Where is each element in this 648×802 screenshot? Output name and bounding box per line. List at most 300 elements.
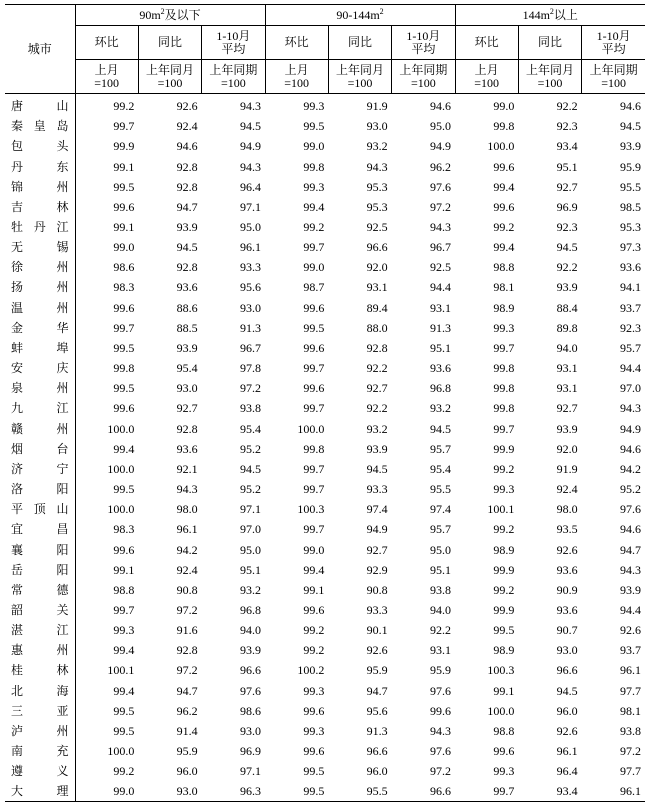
value-cell: 93.9: [556, 421, 578, 436]
value-cell: 98.5: [620, 199, 642, 214]
value-cell: 92.6: [366, 643, 388, 658]
value-cell: 93.9: [556, 280, 578, 295]
value-cell: 99.4: [493, 179, 515, 194]
value-cell: 93.6: [430, 361, 451, 376]
price-index-table: [5, 4, 645, 802]
value-cell: 99.6: [303, 300, 325, 315]
value-cell: 95.4: [430, 461, 451, 476]
value-cell: 98.8: [493, 723, 515, 738]
value-cell: 99.5: [303, 119, 325, 134]
subheader-yoy: 同比: [138, 26, 201, 60]
value-cell: 97.3: [620, 240, 642, 255]
value-cell: 93.7: [620, 300, 642, 315]
base-header-same-month: 上年同月 =100: [328, 60, 391, 94]
subheader-mom: 环比: [75, 26, 138, 60]
value-cell: 95.7: [620, 340, 642, 355]
value-cell: 97.4: [430, 502, 451, 517]
value-cell: 99.2: [493, 522, 515, 537]
city-cell: [5, 177, 75, 197]
table-row: [5, 277, 645, 297]
value-cell: 93.3: [366, 482, 388, 497]
city-cell: [5, 600, 75, 620]
value-cell: 93.0: [240, 723, 261, 738]
table-row: [5, 701, 645, 721]
value-cell: 93.5: [556, 522, 578, 537]
value-cell: 96.6: [240, 663, 261, 678]
value-cell: 96.8: [430, 381, 451, 396]
value-cell: 100.2: [297, 663, 325, 678]
value-cell: 99.6: [303, 381, 325, 396]
value-cell: 99.8: [113, 361, 135, 376]
value-cell: 97.7: [620, 683, 642, 698]
value-cell: 96.9: [240, 744, 261, 759]
value-cell: 91.9: [556, 461, 578, 476]
value-cell: 100.0: [297, 421, 325, 436]
value-cell: 94.2: [620, 461, 642, 476]
value-cell: 100.0: [107, 744, 135, 759]
value-cell: 99.3: [113, 623, 135, 638]
value-cell: 94.5: [556, 683, 578, 698]
city-name: 唐 山: [11, 99, 69, 114]
base-header-last-month: 上月 =100: [265, 60, 328, 94]
value-cell: 92.5: [430, 260, 451, 275]
base-header-same-period: 上年同期 =100: [202, 60, 265, 94]
value-cell: 93.2: [430, 401, 451, 416]
city-cell: [5, 721, 75, 741]
city-cell: [5, 257, 75, 277]
city-name: 泉 州: [11, 381, 69, 396]
value-cell: 94.3: [240, 159, 261, 174]
value-cell: 99.1: [113, 220, 135, 235]
value-cell: 99.2: [113, 764, 135, 779]
value-cell: 95.6: [366, 703, 388, 718]
table-row: [5, 358, 645, 378]
value-cell: 97.6: [430, 744, 451, 759]
value-cell: 92.7: [556, 179, 578, 194]
value-cell: 93.9: [620, 582, 642, 597]
value-cell: 100.1: [107, 663, 135, 678]
value-cell: 95.2: [240, 482, 261, 497]
value-cell: 93.9: [176, 340, 198, 355]
value-cell: 99.9: [493, 602, 515, 617]
city-name: 宜 昌: [11, 522, 69, 537]
value-cell: 95.0: [430, 542, 451, 557]
value-cell: 95.9: [620, 159, 642, 174]
value-cell: 93.6: [176, 441, 198, 456]
value-cell: 92.6: [176, 99, 198, 114]
value-cell: 99.9: [493, 441, 515, 456]
value-cell: 96.1: [556, 744, 578, 759]
value-cell: 94.6: [430, 99, 451, 114]
table-row: [5, 136, 645, 156]
value-cell: 97.1: [240, 764, 261, 779]
value-cell: 94.4: [430, 280, 451, 295]
table-row: [5, 338, 645, 358]
value-cell: 99.5: [303, 764, 325, 779]
base-header-last-month: 上月 =100: [455, 60, 518, 94]
value-cell: 99.8: [493, 401, 515, 416]
value-cell: 98.9: [493, 643, 515, 658]
value-cell: 100.3: [297, 502, 325, 517]
value-cell: 99.6: [113, 300, 135, 315]
value-cell: 94.9: [620, 421, 642, 436]
value-cell: 94.5: [430, 421, 451, 436]
value-cell: 94.0: [240, 623, 261, 638]
value-cell: 99.2: [493, 582, 515, 597]
value-cell: 99.6: [303, 703, 325, 718]
value-cell: 90.8: [366, 582, 388, 597]
city-cell: [5, 519, 75, 539]
value-cell: 96.4: [556, 764, 578, 779]
table-row: [5, 721, 645, 741]
value-cell: 97.8: [240, 361, 261, 376]
value-cell: 99.7: [113, 602, 135, 617]
value-cell: 92.3: [556, 220, 578, 235]
value-cell: 91.9: [366, 99, 388, 114]
value-cell: 100.0: [107, 502, 135, 517]
table-row: [5, 459, 645, 479]
value-cell: 99.7: [303, 482, 325, 497]
value-cell: 95.9: [176, 744, 198, 759]
value-cell: 99.7: [303, 461, 325, 476]
value-cell: 98.8: [493, 260, 515, 275]
city-cell: [5, 539, 75, 559]
table-row: [5, 660, 645, 680]
table-row: [5, 499, 645, 519]
value-cell: 97.2: [430, 199, 451, 214]
base-header-same-month: 上年同月 =100: [138, 60, 201, 94]
city-cell: [5, 318, 75, 338]
value-cell: 99.3: [493, 764, 515, 779]
city-name: 蚌 埠: [11, 340, 69, 355]
value-cell: 99.4: [303, 562, 325, 577]
value-cell: 94.1: [620, 280, 642, 295]
value-cell: 94.5: [620, 119, 642, 134]
value-cell: 98.3: [113, 522, 135, 537]
value-cell: 95.7: [430, 441, 451, 456]
table-row: [5, 298, 645, 318]
value-cell: 97.2: [176, 602, 198, 617]
city-name: 无 锡: [11, 240, 69, 255]
value-cell: 99.4: [303, 199, 325, 214]
value-cell: 95.1: [240, 562, 261, 577]
value-cell: 100.3: [487, 663, 515, 678]
value-cell: 98.6: [240, 703, 261, 718]
value-cell: 94.3: [366, 159, 388, 174]
value-cell: 99.0: [303, 139, 325, 154]
value-cell: 99.5: [493, 623, 515, 638]
value-cell: 97.6: [430, 683, 451, 698]
city-name: 常 德: [11, 582, 69, 597]
value-cell: 93.0: [240, 300, 261, 315]
table-row: [5, 257, 645, 277]
value-cell: 99.0: [75, 781, 138, 802]
city-name: 安 庆: [11, 361, 69, 376]
value-cell: 99.7: [113, 320, 135, 335]
value-cell: 95.0: [240, 220, 261, 235]
group-header-small: $90m^2$及以下: [75, 5, 265, 26]
value-cell: 95.0: [430, 119, 451, 134]
value-cell: 99.0: [303, 260, 325, 275]
value-cell: 97.2: [240, 381, 261, 396]
city-name: 湛 江: [11, 623, 69, 638]
value-cell: 95.9: [430, 663, 451, 678]
city-name: 秦 皇 岛: [11, 119, 69, 134]
value-cell: 90.9: [556, 582, 578, 597]
value-cell: 91.6: [176, 623, 198, 638]
value-cell: 98.1: [620, 703, 642, 718]
value-cell: 95.3: [620, 220, 642, 235]
value-cell: 93.8: [620, 723, 642, 738]
value-cell: 94.9: [366, 522, 388, 537]
value-cell: 92.6: [620, 623, 642, 638]
base-header-same-period: 上年同期 =100: [582, 60, 645, 94]
value-cell: 93.6: [176, 280, 198, 295]
value-cell: 99.0: [113, 240, 135, 255]
value-cell: 92.8: [176, 179, 198, 194]
value-cell: 94.6: [176, 139, 198, 154]
city-cell: [5, 298, 75, 318]
value-cell: 92.6: [556, 723, 578, 738]
table-row: [5, 439, 645, 459]
value-cell: 91.4: [176, 723, 198, 738]
city-name: 赣 州: [11, 421, 69, 436]
value-cell: 90.8: [176, 582, 198, 597]
city-name: 韶 关: [11, 602, 69, 617]
value-cell: 93.0: [176, 381, 198, 396]
value-cell: 97.2: [176, 663, 198, 678]
value-cell: 97.0: [240, 522, 261, 537]
city-cell: [5, 136, 75, 156]
city-cell: [5, 741, 75, 761]
value-cell: 97.6: [430, 179, 451, 194]
city-cell: [5, 217, 75, 237]
city-name: 济 宁: [11, 461, 69, 476]
value-cell: 99.0: [493, 99, 515, 114]
value-cell: 99.9: [493, 562, 515, 577]
value-cell: 99.7: [303, 240, 325, 255]
value-cell: 99.3: [493, 320, 515, 335]
table-row: [5, 600, 645, 620]
value-cell: 93.2: [366, 421, 388, 436]
city-name: 扬 州: [11, 280, 69, 295]
city-column-header: 城市: [5, 5, 75, 94]
value-cell: 93.1: [366, 280, 388, 295]
value-cell: 99.6: [493, 159, 515, 174]
table-row: [5, 519, 645, 539]
table-row: [5, 681, 645, 701]
city-cell: [5, 116, 75, 136]
table-row: [5, 419, 645, 439]
value-cell: 94.5: [176, 240, 198, 255]
value-cell: 96.2: [430, 159, 451, 174]
value-cell: 92.7: [366, 381, 388, 396]
value-cell: 99.5: [265, 781, 328, 802]
value-cell: 99.5: [113, 723, 135, 738]
city-name: 牡 丹 江: [11, 220, 69, 235]
value-cell: 94.5: [240, 461, 261, 476]
value-cell: 99.7: [493, 421, 515, 436]
value-cell: 97.6: [620, 502, 642, 517]
value-cell: 98.9: [493, 542, 515, 557]
value-cell: 97.6: [240, 683, 261, 698]
value-cell: 92.7: [556, 401, 578, 416]
value-cell: 97.1: [240, 502, 261, 517]
city-name: 洛 阳: [11, 482, 69, 497]
value-cell: 99.5: [113, 703, 135, 718]
city-name: 锦 州: [11, 179, 69, 194]
city-name: 惠 州: [11, 643, 69, 658]
city-cell: [5, 580, 75, 600]
value-cell: 93.3: [240, 260, 261, 275]
value-cell: 99.5: [113, 482, 135, 497]
value-cell: 99.8: [493, 119, 515, 134]
value-cell: 92.8: [176, 260, 198, 275]
value-cell: 96.0: [556, 703, 578, 718]
value-cell: 96.7: [240, 340, 261, 355]
city-cell: [5, 398, 75, 418]
value-cell: 99.5: [113, 340, 135, 355]
value-cell: 99.7: [493, 340, 515, 355]
city-cell: [5, 499, 75, 519]
value-cell: 98.1: [493, 280, 515, 295]
table-row: [5, 640, 645, 660]
value-cell: 99.4: [113, 643, 135, 658]
value-cell: 94.2: [176, 542, 198, 557]
value-cell: 99.9: [113, 139, 135, 154]
value-cell: 95.6: [240, 280, 261, 295]
value-cell: 96.1: [240, 240, 261, 255]
city-name: 九 江: [11, 401, 69, 416]
table-row: [5, 781, 645, 802]
city-name: 三 亚: [11, 703, 69, 718]
value-cell: 97.7: [620, 764, 642, 779]
subheader-yoy: 同比: [328, 26, 391, 60]
value-cell: 91.3: [240, 320, 261, 335]
value-cell: 95.5: [328, 781, 391, 802]
value-cell: 92.6: [556, 542, 578, 557]
value-cell: 93.0: [138, 781, 201, 802]
value-cell: 92.9: [366, 562, 388, 577]
value-cell: 92.4: [176, 119, 198, 134]
value-cell: 97.2: [620, 744, 642, 759]
table-row: [5, 156, 645, 176]
value-cell: 93.0: [366, 119, 388, 134]
value-cell: 94.6: [620, 522, 642, 537]
city-cell: [5, 681, 75, 701]
value-cell: 95.1: [430, 340, 451, 355]
value-cell: 95.2: [240, 441, 261, 456]
value-cell: 99.3: [303, 99, 325, 114]
value-cell: 99.1: [303, 582, 325, 597]
value-cell: 98.3: [113, 280, 135, 295]
table-row: [5, 560, 645, 580]
value-cell: 91.3: [366, 723, 388, 738]
value-cell: 94.9: [430, 139, 451, 154]
value-cell: 97.0: [620, 381, 642, 396]
city-cell: [5, 781, 75, 802]
value-cell: 99.6: [113, 199, 135, 214]
base-header-same-period: 上年同期 =100: [392, 60, 455, 94]
value-cell: 92.4: [556, 482, 578, 497]
value-cell: 94.3: [430, 723, 451, 738]
city-name: 吉 林: [11, 199, 69, 214]
table-row: [5, 237, 645, 257]
value-cell: 93.9: [620, 139, 642, 154]
value-cell: 93.9: [366, 441, 388, 456]
value-cell: 91.3: [430, 320, 451, 335]
value-cell: 99.7: [303, 361, 325, 376]
value-cell: 99.4: [493, 240, 515, 255]
value-cell: 99.3: [493, 482, 515, 497]
value-cell: 95.5: [430, 482, 451, 497]
value-cell: 93.2: [366, 139, 388, 154]
value-cell: 97.4: [366, 502, 388, 517]
value-cell: 99.8: [303, 441, 325, 456]
value-cell: 92.2: [366, 401, 388, 416]
value-cell: 99.1: [493, 683, 515, 698]
value-cell: 98.8: [113, 582, 135, 597]
value-cell: 99.1: [113, 159, 135, 174]
value-cell: 99.1: [113, 562, 135, 577]
value-cell: 92.8: [176, 643, 198, 658]
value-cell: 92.3: [556, 119, 578, 134]
value-cell: 99.2: [113, 99, 135, 114]
value-cell: 99.8: [493, 381, 515, 396]
subheader-avg: 1-10月 平均: [392, 26, 455, 60]
value-cell: 95.0: [240, 542, 261, 557]
value-cell: 99.2: [303, 643, 325, 658]
group-header-large: $144m^2$以上: [455, 5, 645, 26]
table-row: [5, 741, 645, 761]
city-cell: [5, 378, 75, 398]
value-cell: 95.7: [430, 522, 451, 537]
value-cell: 99.3: [303, 723, 325, 738]
value-cell: 94.3: [430, 220, 451, 235]
value-cell: 100.0: [107, 421, 135, 436]
value-cell: 95.4: [176, 361, 198, 376]
city-cell: [5, 439, 75, 459]
value-cell: 99.7: [113, 119, 135, 134]
value-cell: 93.7: [620, 643, 642, 658]
value-cell: 88.4: [556, 300, 578, 315]
city-name: 南 充: [11, 744, 69, 759]
table-row: [5, 318, 645, 338]
value-cell: 89.4: [366, 300, 388, 315]
subheader-avg: 1-10月 平均: [582, 26, 645, 60]
value-cell: 92.4: [176, 562, 198, 577]
city-cell: [5, 459, 75, 479]
value-cell: 95.9: [366, 663, 388, 678]
value-cell: 95.5: [620, 179, 642, 194]
value-cell: 95.1: [430, 562, 451, 577]
value-cell: 94.9: [240, 139, 261, 154]
value-cell: 96.6: [366, 240, 388, 255]
value-cell: 99.6: [493, 744, 515, 759]
table-row: [5, 761, 645, 781]
city-cell: [5, 419, 75, 439]
value-cell: 99.6: [430, 703, 451, 718]
value-cell: 93.2: [240, 582, 261, 597]
value-cell: 96.6: [556, 663, 578, 678]
city-cell: [5, 156, 75, 176]
value-cell: 96.3: [202, 781, 265, 802]
city-name: 遵 义: [11, 764, 69, 779]
value-cell: 99.3: [303, 179, 325, 194]
city-cell: [5, 701, 75, 721]
value-cell: 98.7: [303, 280, 325, 295]
value-cell: 92.7: [176, 401, 198, 416]
